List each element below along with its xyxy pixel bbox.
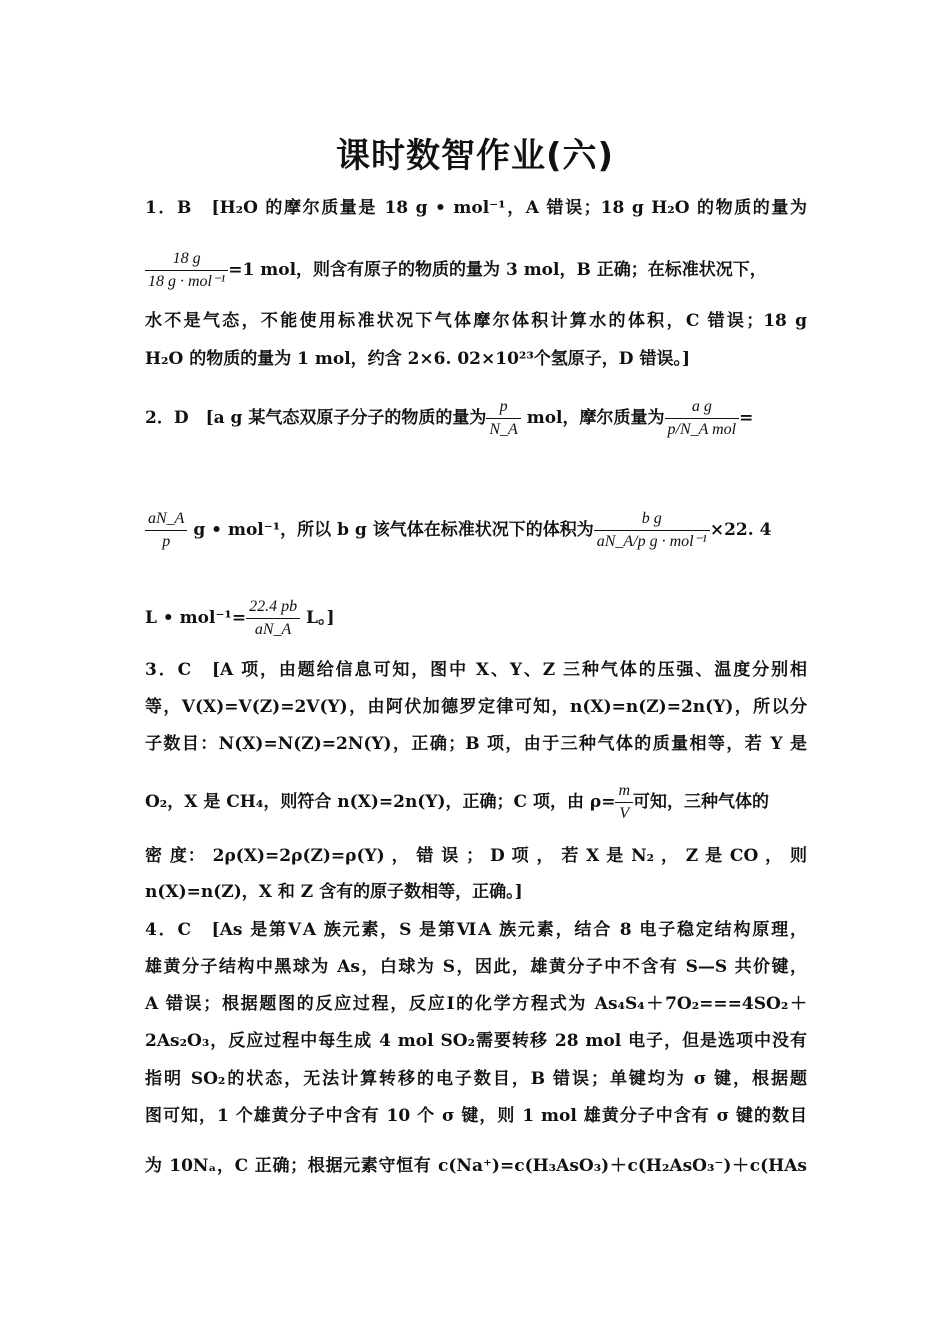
q2-line-1c: =	[739, 408, 754, 428]
q2-line-2b: ×22. 4	[709, 520, 772, 540]
q2-line-3	[145, 594, 807, 642]
q2-f1-den: N_A	[489, 421, 518, 438]
q2-fraction-1	[486, 396, 520, 441]
q3-line-3: 子数目：N(X)=N(Z)=2N(Y)，正确；B 项，由于三种气体的质量相等，若 Y 是	[145, 734, 807, 754]
q2-f4-num: b g	[594, 508, 710, 531]
q2-line-1	[145, 388, 807, 448]
q3-line-4	[145, 780, 807, 825]
q2-line-3b: L。]	[300, 608, 335, 628]
q4-line-2: 雄黄分子结构中黑球为 As，白球为 S，因此，雄黄分子中不含有 S—S 共价键，	[145, 957, 807, 977]
q2-fraction-5	[246, 596, 300, 641]
q3-line-4b: 可知，三种气体的	[633, 792, 770, 812]
q3-line-4a: O₂，X 是 CH₄，则符合 n(X)=2n(Y)，正确；C 项，由 ρ=	[145, 792, 616, 812]
q4-line-5: 指明 SO₂的状态，无法计算转移的电子数目，B 错误；单键均为 σ 键，根据题	[145, 1069, 807, 1089]
q1-frac-numerator: 18 g	[145, 248, 228, 271]
q2-line-2	[145, 500, 807, 560]
q2-fraction-2	[665, 396, 740, 441]
q2-f5-num: 22.4 pb	[246, 596, 300, 619]
q3-line-1: 3．C [A 项，由题给信息可知，图中 X、Y、Z 三种气体的压强、温度分别相	[145, 660, 807, 680]
q2-f3-num: aN_A	[145, 508, 187, 531]
q2-f1-num: p	[486, 396, 520, 419]
q3-line-6: n(X)=n(Z)，X 和 Z 含有的原子数相等，正确。]	[145, 882, 523, 902]
q3-frac-den: V	[619, 805, 630, 822]
q3-fraction	[615, 780, 633, 825]
q1-line-4: H₂O 的物质的量为 1 mol，约含 2×6. 02×10²³个氢原子，D 错误。]	[145, 349, 690, 369]
q1-line-2	[145, 248, 807, 293]
q4-line-3: A 错误；根据题图的反应过程，反应Ⅰ的化学方程式为 As₄S₄＋7O₂===4SO₂＋	[145, 994, 807, 1014]
q2-line-2a: g • mol⁻¹，所以 b g 该气体在标准状况下的体积为	[187, 520, 594, 540]
q3-frac-num: m	[615, 780, 633, 803]
q4-line-1: 4．C [As 是第ⅤA 族元素，S 是第ⅥA 族元素，结合 8 电子稳定结构原理，	[145, 920, 807, 940]
q2-line-1b: mol，摩尔质量为	[520, 408, 665, 428]
q2-line-3a: L • mol⁻¹=	[145, 608, 247, 628]
q2-f2-den: p/N_A mol	[667, 421, 737, 438]
q2-fraction-3	[145, 508, 187, 553]
q1-fraction	[145, 248, 228, 293]
page-title: 课时数智作业(六)	[335, 136, 615, 176]
q4-line-7: 为 10Nₐ，C 正确；根据元素守恒有 c(Na⁺)=c(H₃AsO₃)＋c(H₂AsO₃⁻)＋c(HAs	[145, 1156, 807, 1176]
q4-line-4: 2As₂O₃，反应过程中每生成 4 mol SO₂需要转移 28 mol 电子，但是选项中没有	[145, 1031, 807, 1051]
q3-line-2: 等，V(X)=V(Z)=2V(Y)，由阿伏加德罗定律可知，n(X)=n(Z)=2n(Y)，所以分	[145, 697, 807, 717]
q1-line-1: 1．B [H₂O 的摩尔质量是 18 g • mol⁻¹，A 错误；18 g H₂O 的物质的量为	[145, 198, 807, 218]
q2-line-1a: 2．D [a g 某气态双原子分子的物质的量为	[145, 408, 487, 428]
q2-f5-den: aN_A	[254, 621, 292, 638]
q2-f2-num: a g	[665, 396, 740, 419]
q4-line-6: 图可知，1 个雄黄分子中含有 10 个 σ 键，则 1 mol 雄黄分子中含有 σ 键的数目	[145, 1106, 807, 1126]
q2-f4-den: aN_A/p g · mol⁻¹	[596, 533, 707, 550]
q3-line-5: 密 度： 2ρ(X)=2ρ(Z)=ρ(Y) ， 错 误 ； D 项 ， 若 X 是 N₂ ， Z 是 CO ， 则	[145, 846, 807, 866]
q1-frac-denominator: 18 g · mol⁻¹	[148, 273, 226, 290]
q1-line-3: 水不是气态，不能使用标准状况下气体摩尔体积计算水的体积，C 错误；18 g	[145, 311, 807, 331]
q1-line-2-text: =1 mol，则含有原子的物质的量为 3 mol，B 正确；在标准状况下，	[228, 260, 767, 280]
q2-f3-den: p	[162, 533, 171, 550]
q2-fraction-4	[594, 508, 710, 553]
